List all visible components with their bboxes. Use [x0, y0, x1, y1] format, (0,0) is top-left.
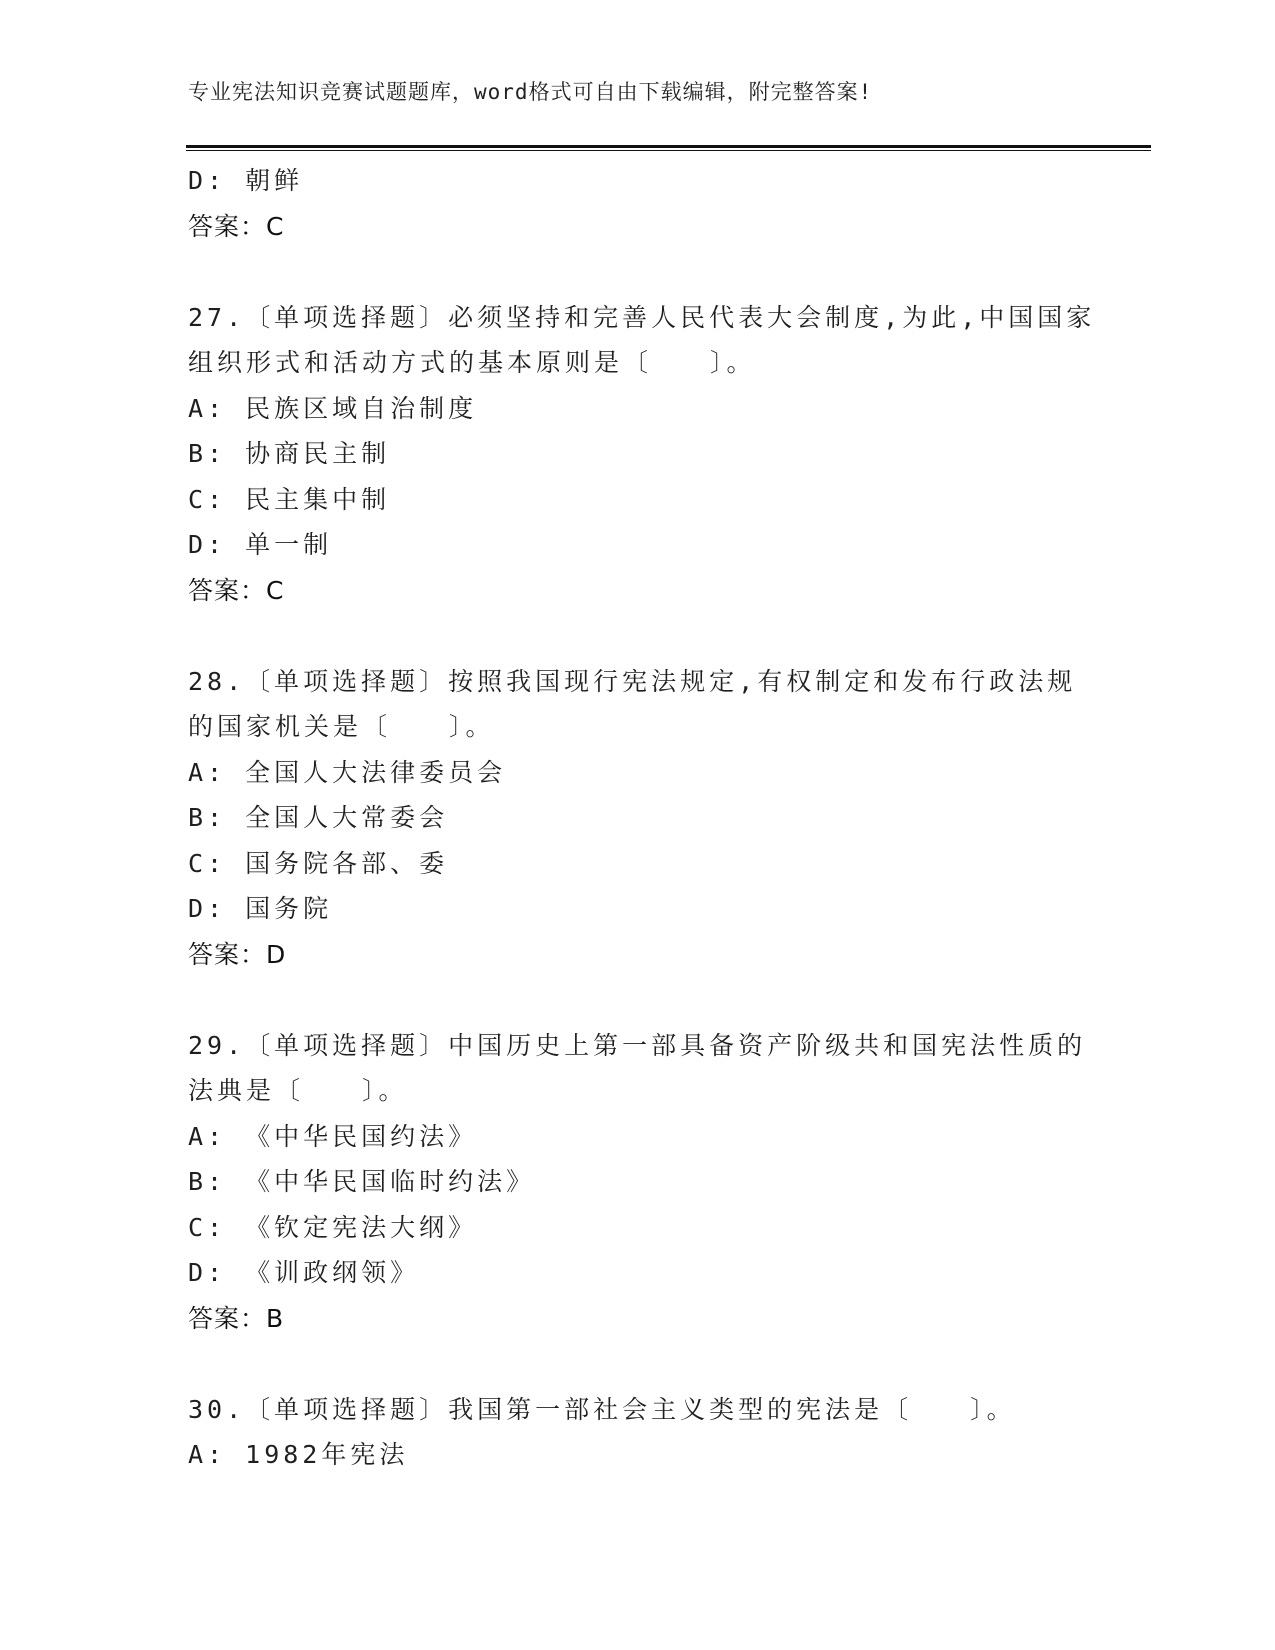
option-c: C: 民主集中制	[188, 484, 391, 514]
option-b: B: 全国人大常委会	[188, 803, 449, 832]
question-stem: 法典是〔 〕。	[188, 1076, 408, 1105]
question-stem: 29.〔单项选择题〕中国历史上第一部具备资产阶级共和国宪法性质的	[188, 1030, 1087, 1060]
page-header: 专业宪法知识竞赛试题题库，word格式可自由下载编辑，附完整答案!	[188, 80, 873, 104]
header-divider	[186, 145, 1151, 151]
question-stem: 30.〔单项选择题〕我国第一部社会主义类型的宪法是〔 〕。	[188, 1394, 1016, 1424]
option-d: D: 单一制	[188, 530, 333, 559]
option-d: D: 朝鲜	[188, 166, 304, 195]
option-c: C: 国务院各部、委	[188, 848, 449, 878]
option-b: B: 协商民主制	[188, 439, 391, 468]
question-stem: 的国家机关是〔 〕。	[188, 712, 495, 741]
question-stem: 27.〔单项选择题〕必须坚持和完善人民代表大会制度,为此,中国国家	[188, 302, 1096, 332]
question-27	[188, 295, 1148, 614]
option-a: A: 1982年宪法	[188, 1440, 409, 1469]
question-29	[188, 1023, 1148, 1342]
option-a: A: 民族区域自治制度	[188, 393, 478, 423]
question-30	[188, 1387, 1148, 1478]
answer: 答案：D	[188, 939, 287, 969]
prev-question	[188, 158, 1148, 249]
answer: 答案：B	[188, 1303, 285, 1333]
option-a: A: 《中华民国约法》	[188, 1121, 478, 1151]
option-d: D: 国务院	[188, 894, 333, 923]
question-28	[188, 659, 1148, 978]
option-b: B: 《中华民国临时约法》	[188, 1167, 536, 1196]
question-list	[188, 158, 1148, 1478]
question-stem: 组织形式和活动方式的基本原则是〔 〕。	[188, 348, 756, 377]
question-stem: 28.〔单项选择题〕按照我国现行宪法规定,有权制定和发布行政法规	[188, 666, 1077, 696]
option-c: C: 《钦定宪法大纲》	[188, 1212, 478, 1242]
option-a: A: 全国人大法律委员会	[188, 757, 507, 787]
option-d: D: 《训政纲领》	[188, 1258, 420, 1287]
answer: 答案：C	[188, 211, 285, 241]
answer: 答案：C	[188, 575, 285, 605]
